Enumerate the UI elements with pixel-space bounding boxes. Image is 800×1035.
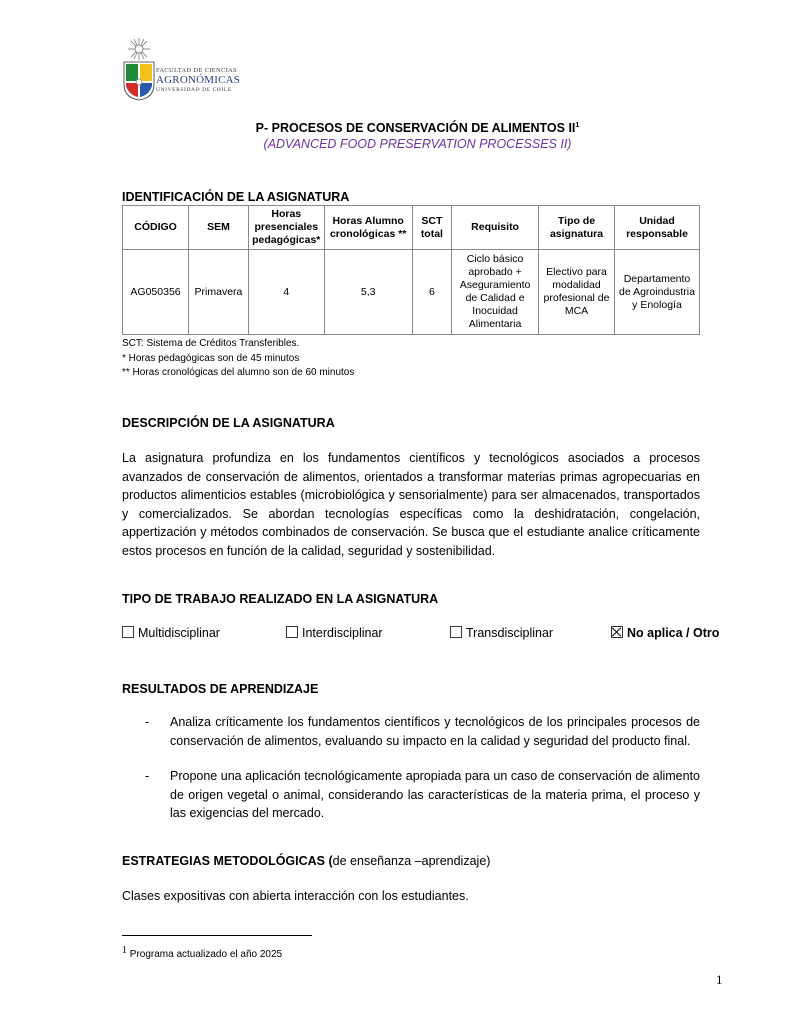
table-notes — [122, 337, 354, 381]
option-multidisciplinar[interactable] — [122, 626, 220, 640]
option-transdisciplinar[interactable] — [450, 626, 553, 640]
course-title-text: P- PROCESOS DE CONSERVACIÓN DE ALIMENTOS II — [255, 121, 576, 135]
logo-text — [156, 66, 240, 95]
cell-sem: Primavera — [189, 250, 249, 335]
faculty-logo — [121, 36, 241, 102]
description-text: La asignatura profundiza en los fundamentos científicos y tecnológicos asociados a procesos avanzados de conservación de alimentos, orientados a transformar materias primas agropecuarias en productos alimenticios estables (microbiológica y sensorialmente) para ser almacenados, transportados y comercializados. Se abordan tecnologías específicas como la deshidratación, congelación, appertización y métodos combinados de conservación. Se busca que el estudiante analice críticamente estos procesos en función de la calidad, seguridad y sostenibilidad. — [122, 451, 700, 558]
option-label: Transdisciplinar — [466, 626, 554, 640]
course-subtitle: (ADVANCED FOOD PRESERVATION PROCESSES II) — [263, 137, 572, 151]
option-no-aplica[interactable] — [611, 626, 719, 640]
bullet-dash: - — [145, 715, 150, 729]
learning-outcomes-list — [145, 713, 700, 840]
checkbox-unchecked-icon[interactable] — [450, 626, 462, 638]
logo-line-agronomicas: AGRONÓMICAS — [156, 74, 241, 86]
work-type-heading: TIPO DE TRABAJO REALIZADO EN LA ASIGNATURA — [122, 592, 439, 606]
list-item — [145, 713, 700, 750]
course-title — [0, 121, 800, 135]
description-heading: DESCRIPCIÓN DE LA ASIGNATURA — [122, 416, 335, 430]
strategies-heading-rest: de enseñanza –aprendizaje) — [332, 854, 491, 868]
footnote-number: 1 — [122, 945, 127, 956]
strategies-heading-bold: ESTRATEGIAS METODOLÓGICAS — [122, 854, 326, 868]
cell-horas-presenciales: 4 — [248, 250, 324, 335]
list-item — [145, 767, 700, 823]
footnote — [122, 945, 282, 960]
col-header-sct: SCT total — [412, 206, 451, 250]
cell-requisito: Ciclo básico aprobado + Aseguramiento de Calidad e Inocuidad Alimentaria — [452, 250, 539, 335]
note-horas-cronologicas: ** Horas cronológicas del alumno son de 60 minutos — [122, 367, 355, 378]
checkbox-unchecked-icon[interactable] — [122, 626, 134, 638]
list-item-text: Propone una aplicación tecnológicamente apropiada para un caso de conservación de alimento de origen vegetal o animal, considerando las características de la materia prima, el proceso y las exigencias del mercado. — [170, 769, 700, 820]
university-crest-icon — [121, 36, 157, 102]
note-sct: SCT: Sistema de Créditos Transferibles. — [122, 338, 300, 349]
col-header-tipo: Tipo de asignatura — [539, 206, 615, 250]
table-row — [123, 250, 700, 335]
checkbox-unchecked-icon[interactable] — [286, 626, 298, 638]
cell-sct: 6 — [412, 250, 451, 335]
identification-heading: IDENTIFICACIÓN DE LA ASIGNATURA — [122, 190, 350, 204]
strategies-text: Clases expositivas con abierta interacción con los estudiantes. — [122, 889, 469, 903]
cell-horas-alumno: 5,3 — [324, 250, 412, 335]
page-number: 1 — [716, 972, 723, 987]
list-item-text: Analiza críticamente los fundamentos científicos y tecnológicos de los principales procesos de conservación de alimentos, evaluando su impacto en la calidad y seguridad del producto final. — [170, 715, 700, 748]
cell-codigo: AG050356 — [123, 250, 189, 335]
footnote-separator — [122, 935, 312, 936]
footnote-ref[interactable]: 1 — [575, 121, 580, 129]
option-interdisciplinar[interactable] — [286, 626, 383, 640]
option-label: Interdisciplinar — [302, 626, 383, 640]
col-header-horas-alumno: Horas Alumno cronológicas ** — [324, 206, 412, 250]
cell-unidad: Departamento de Agroindustria y Enología — [614, 250, 699, 335]
col-header-codigo: CÓDIGO — [123, 206, 189, 250]
footnote-text: Programa actualizado el año 2025 — [129, 949, 283, 960]
col-header-unidad: Unidad responsable — [614, 206, 699, 250]
option-label: No aplica / Otro — [627, 626, 720, 640]
logo-line-university: UNIVERSIDAD DE CHILE — [156, 87, 232, 93]
logo-line-faculty: FACULTAD DE CIENCIAS — [156, 67, 237, 74]
cell-tipo: Electivo para modalidad profesional de MCA — [539, 250, 615, 335]
learning-outcomes-heading: RESULTADOS DE APRENDIZAJE — [122, 682, 319, 696]
option-label: Multidisciplinar — [138, 626, 220, 640]
bullet-dash: - — [145, 769, 150, 783]
col-header-sem: SEM — [189, 206, 249, 250]
col-header-requisito: Requisito — [452, 206, 539, 250]
strategies-heading-paren: ( — [325, 854, 333, 868]
strategies-heading — [122, 854, 490, 868]
identification-table — [122, 205, 700, 335]
table-header-row — [123, 206, 700, 250]
note-horas-pedagogicas: * Horas pedagógicas son de 45 minutos — [122, 352, 300, 364]
checkbox-checked-icon[interactable] — [611, 626, 623, 638]
col-header-horas-presenciales: Horas presenciales pedagógicas* — [248, 206, 324, 250]
